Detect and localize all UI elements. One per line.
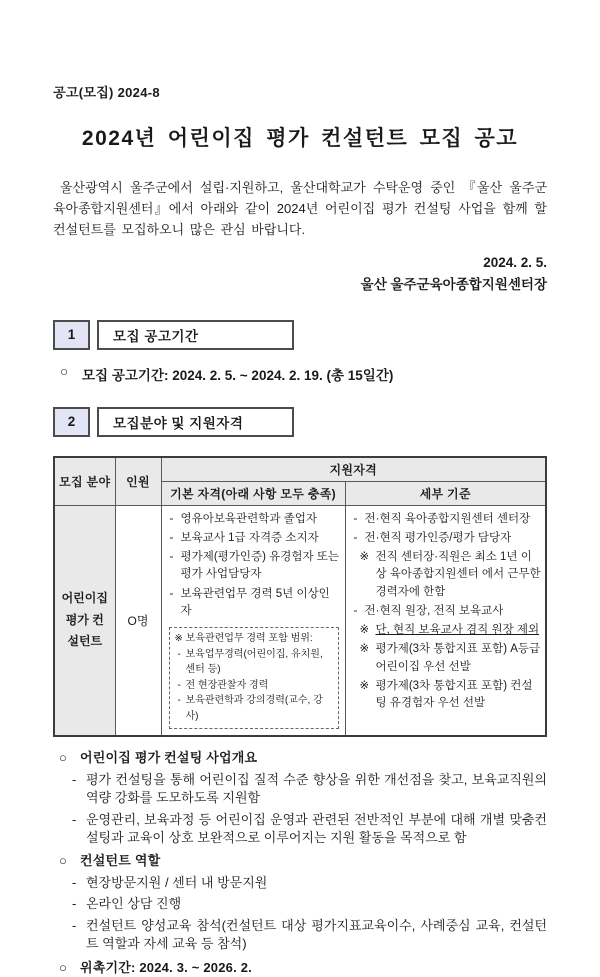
detail-criteria-cell	[345, 505, 546, 736]
dash-bullet-icon: -	[169, 587, 174, 600]
list-item	[351, 603, 542, 620]
dash-bullet-icon: -	[353, 604, 358, 617]
overview-sub-item	[53, 771, 547, 808]
list-item-text: 평가제(평가인증) 유경험자 또는 평가 사업담당자	[180, 551, 339, 581]
list-item-text: 보육관련업무 경력 5년 이상인 자	[180, 587, 330, 617]
overview-sub-item	[53, 917, 547, 954]
list-item	[351, 678, 542, 713]
section-1-header	[53, 320, 547, 350]
doc-signer: 울산 울주군육아종합지원센터장	[360, 277, 547, 293]
overview-sub-item	[53, 811, 547, 848]
list-item	[175, 693, 333, 724]
recruitment-period-line	[53, 364, 547, 384]
overview-sub-item	[53, 895, 547, 913]
list-item-text: 전·현직 원장, 전직 보육교사	[364, 604, 504, 617]
list-item	[175, 678, 333, 694]
detail-criteria-list	[351, 511, 542, 713]
intro-paragraph: 울산광역시 울주군에서 설립·지원하고, 울산대학교가 수탁운영 중인 『울산 울주군육아종합지원센터』에서 아래와 같이 2024년 어린이집 평가 컨설팅 사업을 함께 할 컨설턴트를 모집하오니 많은 관심 바랍니다.	[53, 180, 547, 238]
dash-bullet-icon: -	[169, 512, 174, 525]
section-2-header	[53, 407, 547, 437]
field-cell: 어린이집 평가 컨설턴트	[54, 505, 115, 736]
section-1-number-box: 1	[53, 320, 90, 350]
list-item	[351, 511, 542, 528]
signature-block	[53, 252, 547, 297]
list-item	[351, 549, 542, 601]
list-item	[167, 586, 341, 621]
list-item-text: 평가제(3차 통합지표 포함) A등급 어린이집 우선 선발	[375, 643, 541, 673]
table-row	[54, 505, 546, 736]
list-item-text: 보육업무경력(어린이집, 유치원, 센터 등)	[185, 648, 323, 676]
basic-qualifications-cell	[161, 505, 345, 736]
overview-sub-text: 운영관리, 보육과정 등 어린이집 운영과 관련된 전반적인 부분에 대해 개별 맞춤컨설팅과 교육이 상호 보완적으로 이루어지는 지원 활동을 목적으로 함	[86, 811, 547, 845]
overview-sub-text: 현장방문지원 / 센터 내 방문지원	[86, 874, 268, 890]
section-2-number-box: 2	[53, 407, 90, 437]
overview-heading-text: 컨설턴트 역할	[80, 853, 161, 869]
overview-heading-text: 어린이집 평가 컨설팅 사업개요	[80, 750, 258, 766]
list-item-text: 평가제(3차 통합지표 포함) 컨설팅 유경험자 우선 선발	[375, 679, 533, 710]
reference-mark-icon: ※	[359, 624, 370, 637]
dash-bullet-icon: -	[169, 551, 174, 564]
dash-bullet-icon: -	[72, 811, 77, 827]
reference-mark-icon: ※	[359, 643, 370, 656]
overview-sub-text: 컨설턴트 양성교육 참석(컨설턴트 대상 평가지표교육이수, 사례중심 교육, 컨설턴트 역할과 자세 교육 등 참석)	[86, 917, 547, 952]
list-item-text: 단, 현직 보육교사 겸직 원장 제외	[375, 624, 540, 637]
overview-heading	[53, 959, 547, 977]
header-detail-criteria: 세부 기준	[345, 481, 546, 505]
list-item	[351, 641, 542, 676]
dash-bullet-icon: -	[72, 917, 77, 933]
count-cell: O명	[115, 505, 161, 736]
circle-bullet-icon: ○	[59, 853, 68, 869]
note-items-list	[175, 647, 333, 725]
header-qualification: 지원자격	[161, 457, 546, 482]
note-title: ※ 보육관련업무 경력 포함 범위:	[174, 633, 313, 645]
list-item	[351, 622, 542, 639]
list-item-text: 영유아보육관련학과 졸업자	[180, 512, 318, 525]
dash-bullet-icon: -	[177, 648, 181, 660]
dash-bullet-icon: -	[169, 531, 174, 544]
dash-bullet-icon: -	[353, 512, 358, 525]
table-header-row-1	[54, 457, 546, 482]
list-item	[167, 549, 341, 584]
list-item-text: 보육교사 1급 자격증 소지자	[180, 531, 319, 544]
list-item-text: 전직 센터장·직원은 최소 1년 이상 육아종합지원센터 에서 근무한 경력자에 한함	[375, 551, 541, 598]
overview-sub-text: 온라인 상담 진행	[86, 896, 182, 912]
reference-mark-icon: ※	[359, 551, 370, 564]
overview-heading	[53, 749, 547, 767]
list-item	[167, 530, 341, 547]
list-item	[351, 530, 542, 547]
recruitment-period-text: 모집 공고기간: 2024. 2. 5. ~ 2024. 2. 19. (총 15일간)	[82, 367, 394, 383]
circle-bullet-icon: ○	[59, 959, 68, 975]
dash-bullet-icon: -	[353, 531, 358, 544]
section-1-title-box: 모집 공고기간	[97, 320, 294, 350]
header-basic-qual: 기본 자격(아래 사항 모두 충족)	[161, 481, 345, 505]
dash-bullet-icon: -	[72, 896, 77, 912]
list-item-text: 전·현직 육아종합지원센터 센터장	[364, 512, 531, 525]
qualification-table	[53, 456, 547, 738]
overview-heading-text: 위촉기간: 2024. 3. ~ 2026. 2.	[80, 959, 252, 975]
list-item-text: 전·현직 평가인증/평가 담당자	[364, 531, 512, 544]
list-item-text: 전 현장관찰자 경력	[185, 679, 269, 691]
list-item-text: 보육관련학과 강의경력(교수, 강사)	[185, 695, 323, 722]
dash-bullet-icon: -	[177, 695, 181, 707]
header-count: 인원	[115, 457, 161, 506]
doc-number: 공고(모집) 2024-8	[53, 85, 160, 100]
basic-qualifications-list	[167, 511, 341, 621]
list-item	[175, 647, 333, 678]
circle-bullet-icon: ○	[59, 750, 68, 766]
list-item	[167, 511, 341, 528]
doc-date: 2024. 2. 5.	[483, 255, 547, 271]
section-2-title-box: 모집분야 및 지원자격	[97, 407, 294, 437]
overview-heading	[53, 852, 547, 870]
overview-sub-item	[53, 874, 547, 892]
overview-section	[53, 749, 547, 977]
career-scope-note-box	[169, 627, 339, 729]
overview-sub-text: 평가 컨설팅을 통해 어린이집 질적 수준 향상을 위한 개선점을 찾고, 보육교직원의 역량 강화를 도모하도록 지원함	[86, 771, 547, 806]
page-title: 2024년 어린이집 평가 컨설턴트 모집 공고	[81, 127, 519, 150]
dash-bullet-icon: -	[72, 874, 77, 890]
header-field: 모집 분야	[54, 457, 115, 506]
circle-bullet-icon: ○	[60, 363, 69, 379]
dash-bullet-icon: -	[72, 771, 77, 787]
reference-mark-icon: ※	[359, 679, 370, 692]
dash-bullet-icon: -	[177, 679, 181, 691]
